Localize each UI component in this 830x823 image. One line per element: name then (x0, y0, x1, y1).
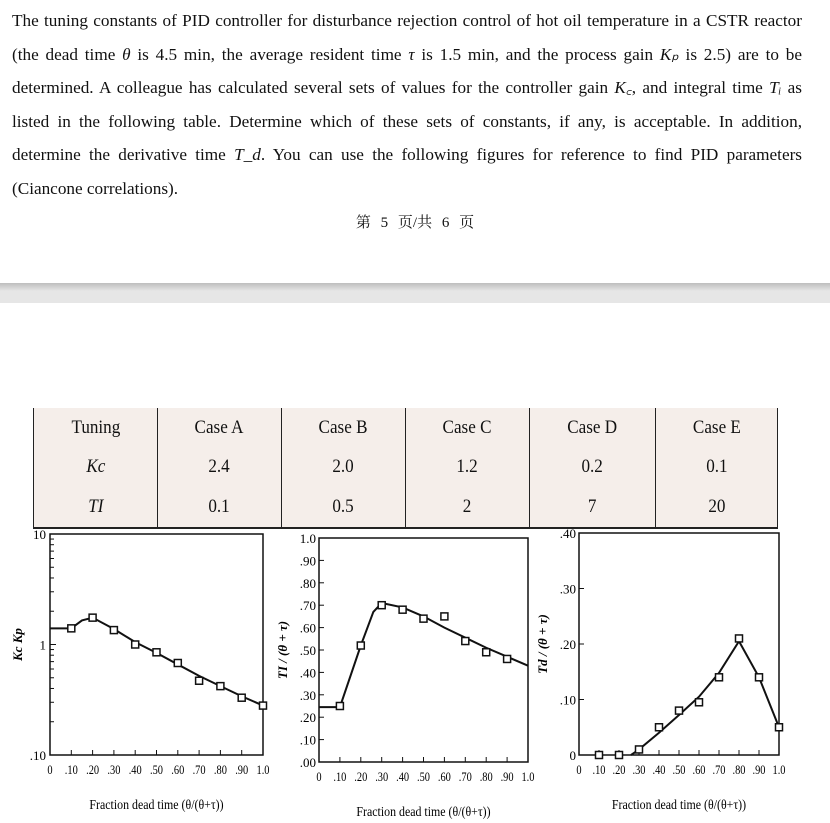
x-axis-label: Fraction dead time (θ/(θ+τ)) (89, 796, 224, 813)
data-point (132, 641, 139, 648)
cell: 2.0 (287, 448, 399, 488)
data-point (441, 613, 448, 620)
cell: 2.4 (163, 448, 275, 488)
text: , and integral time (631, 78, 770, 98)
cell: 2 (412, 487, 524, 528)
x-tick-label: 0 (316, 769, 322, 785)
cell: 20 (662, 487, 772, 528)
data-point (696, 699, 703, 706)
x-tick-label: .50 (149, 762, 164, 778)
data-point (174, 660, 181, 667)
x-tick-label: .10 (64, 762, 78, 778)
y-tick-label: .40 (299, 665, 316, 681)
data-point (483, 649, 490, 656)
page-number: 第 5 页/共 6 页 (355, 215, 475, 231)
y-tick-label: .70 (299, 598, 316, 614)
plot-frame (579, 533, 779, 755)
plot-frame (319, 538, 528, 762)
x-tick-label: .80 (732, 762, 746, 778)
text: is 1.5 min, and the process gain (414, 44, 660, 64)
data-point (636, 746, 643, 753)
y-tick-label: 1 (39, 637, 46, 653)
x-tick-label: 1.0 (256, 762, 270, 778)
x-tick-label: .40 (128, 762, 142, 778)
data-point (357, 642, 364, 649)
y-axis-label: TI / (θ + τ) (275, 620, 290, 680)
y-axis-label: Kc Kp (10, 628, 25, 661)
data-point (238, 694, 245, 701)
x-tick-label: .40 (652, 762, 666, 778)
y-axis-label: Td / (θ + τ) (535, 614, 550, 674)
x-tick-label: .30 (375, 769, 389, 785)
data-point (656, 724, 663, 731)
fit-curve (631, 641, 779, 755)
x-tick-label: .80 (213, 762, 227, 778)
text: is 2.5) are to be determined. A colleague has calculated several sets of values for the controller gain (12, 44, 802, 98)
y-tick-label: 10 (33, 527, 46, 542)
cell: TI (40, 487, 151, 528)
x-tick-label: .70 (192, 762, 206, 778)
cell: Tuning (40, 408, 151, 448)
data-point (716, 674, 723, 681)
x-tick-label: .20 (86, 762, 100, 778)
y-tick-label: .10 (299, 732, 316, 748)
x-axis-label: Fraction dead time (θ/(θ+τ)) (611, 796, 747, 813)
y-tick-label: .80 (299, 575, 316, 591)
data-point (736, 635, 743, 642)
data-point (336, 703, 343, 710)
x-axis-label: Fraction dead time (θ/(θ+τ)) (356, 803, 491, 820)
data-point (420, 615, 427, 622)
data-point (110, 627, 117, 634)
data-point (89, 614, 96, 621)
x-tick-label: .90 (235, 762, 249, 778)
y-tick-label: .30 (299, 687, 316, 703)
text: as listed in the following table. Determine which of these sets of constants, if any, is acceptable. In addition, determine the derivative time (12, 78, 802, 165)
x-tick-label: .60 (692, 762, 706, 778)
data-point (776, 724, 783, 731)
x-tick-label: .60 (171, 762, 185, 778)
data-point (616, 752, 623, 759)
kc-symbol: K꜀ (614, 78, 632, 98)
theta-symbol: θ (122, 44, 131, 64)
x-tick-label: .10 (333, 769, 347, 785)
text: . You can use the following figures for reference to find PID parameters (Ciancone correlations). (12, 145, 802, 198)
cell: 0.1 (662, 448, 772, 488)
data-point (676, 707, 683, 714)
cell: Case D (536, 408, 650, 448)
data-point (153, 649, 160, 656)
cell: Kc (40, 448, 151, 488)
x-tick-label: 0 (47, 762, 53, 778)
y-tick-label: .10 (29, 748, 46, 763)
data-point (504, 655, 511, 662)
y-tick-label: 0 (569, 748, 576, 763)
data-point (462, 638, 469, 645)
td-symbol: T_d (234, 145, 261, 165)
x-tick-label: .20 (354, 769, 368, 785)
x-tick-label: .50 (416, 769, 431, 785)
plot-frame (50, 534, 263, 755)
y-tick-label: .50 (299, 643, 316, 658)
data-point (399, 606, 406, 613)
kp-symbol: Kₚ (659, 44, 679, 64)
cell: 1.2 (412, 448, 524, 488)
cell: 7 (536, 487, 650, 528)
x-tick-label: .70 (712, 762, 726, 778)
x-tick-label: .90 (500, 769, 514, 785)
cell: 0.1 (163, 487, 275, 528)
x-tick-label: .10 (592, 762, 606, 778)
cell: Case B (287, 408, 399, 448)
y-tick-label: .90 (299, 553, 316, 569)
data-point (68, 625, 75, 632)
x-tick-label: .50 (672, 762, 686, 778)
data-point (378, 602, 385, 609)
text: is 4.5 min, the average resident time (130, 44, 409, 64)
x-tick-label: .80 (479, 769, 493, 785)
cell: Case A (163, 408, 275, 448)
fit-curve (50, 618, 263, 706)
text: The tuning constants of PID controller for disturbance rejection control of hot oil temperature in a CSTR reactor (the dead time (12, 11, 802, 64)
x-tick-label: .70 (458, 769, 472, 785)
x-tick-label: .90 (752, 762, 766, 778)
data-point (196, 677, 203, 684)
y-tick-label: .20 (559, 637, 576, 652)
x-tick-label: .20 (612, 762, 626, 778)
y-tick-label: .40 (559, 526, 576, 541)
x-tick-label: .60 (437, 769, 451, 785)
data-point (260, 702, 267, 709)
y-tick-label: .00 (299, 755, 316, 770)
y-tick-label: .30 (559, 581, 576, 597)
y-tick-label: .60 (299, 620, 316, 636)
x-tick-label: .30 (107, 762, 121, 778)
data-point (756, 674, 763, 681)
x-tick-label: 1.0 (521, 769, 535, 785)
cell: Case E (662, 408, 772, 448)
cell: Case C (412, 408, 524, 448)
y-tick-label: .10 (559, 692, 576, 708)
data-point (596, 752, 603, 759)
y-tick-label: .20 (299, 710, 316, 726)
y-tick-label: 1.0 (299, 531, 316, 546)
x-tick-label: .30 (632, 762, 646, 778)
x-tick-label: 1.0 (772, 762, 786, 778)
data-point (217, 683, 224, 690)
ti-symbol: Tᵢ (769, 78, 782, 98)
x-tick-label: 0 (576, 762, 582, 778)
cell: 0.2 (536, 448, 650, 488)
x-tick-label: .40 (396, 769, 410, 785)
tau-symbol: τ (408, 44, 415, 64)
cell: 0.5 (287, 487, 399, 528)
